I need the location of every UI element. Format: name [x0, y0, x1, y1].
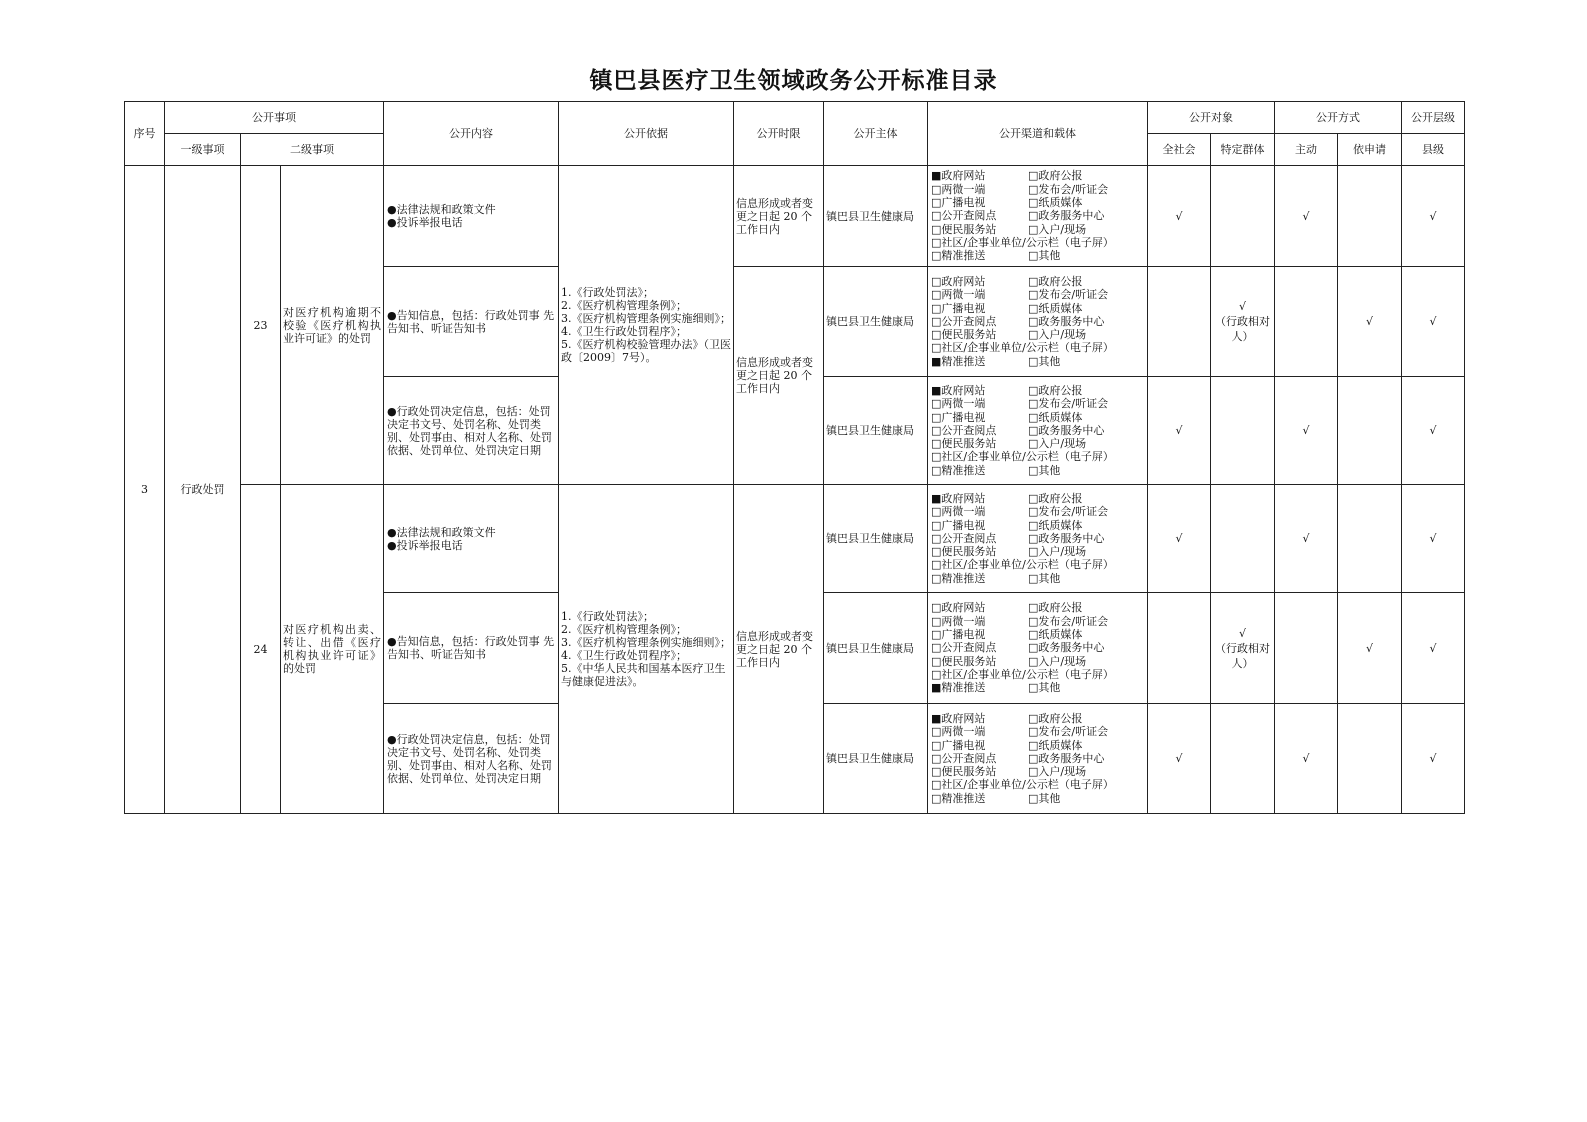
channel-option: □公开查阅点 [931, 209, 997, 223]
row-subject: 镇巴县卫生健康局 [824, 377, 928, 485]
channel-pair [931, 209, 1145, 222]
channel-pair [931, 397, 1145, 410]
basis-line: 4.《卫生行政处罚程序》； [561, 325, 688, 338]
channel-option: □政府网站 [931, 601, 986, 615]
row-basis [559, 166, 734, 485]
method-active-check: √ [1275, 166, 1338, 267]
content-line: ●告知信息，包括：行政处罚事 先告知书、听证告知书 [387, 635, 555, 661]
level-county-check: √ [1402, 377, 1465, 485]
channel-option: □政府公报 [1028, 274, 1083, 288]
level-county-check: √ [1402, 593, 1465, 704]
target-all-check: √ [1148, 704, 1211, 814]
channel-option: □纸质媒体 [1028, 196, 1083, 210]
channel-option: □政府公报 [1028, 491, 1083, 505]
header-time-limit: 公开时限 [734, 102, 824, 166]
row-channels [928, 485, 1148, 593]
content-line: ●法律法规和政策文件 [387, 525, 496, 539]
channel-option: □政府公报 [1028, 711, 1083, 725]
channel-pair [931, 223, 1145, 236]
header-level-county: 县级 [1402, 134, 1465, 166]
channel-pair [931, 249, 1145, 262]
basis-line: 3.《医疗机构管理条例实施细则》； [561, 312, 732, 325]
channel-option: ■政府网站 [931, 491, 986, 505]
channel-option: ■政府网站 [931, 383, 986, 397]
channel-option: □政府公报 [1028, 601, 1083, 615]
channel-pair [931, 492, 1145, 505]
channel-pair [931, 668, 1145, 681]
row-item-num: 23 [241, 166, 281, 485]
basis-line: 3.《医疗机构管理条例实施细则》； [561, 636, 732, 649]
method-request-check [1338, 166, 1402, 267]
channel-pair [931, 196, 1145, 209]
channel-pair [931, 765, 1145, 778]
channel-option: □精准推送 [931, 571, 986, 585]
catalog-table [124, 101, 1465, 814]
channel-option: □发布会/听证会 [1028, 505, 1109, 519]
channel-option: □政务服务中心 [1028, 314, 1105, 328]
header-basis: 公开依据 [559, 102, 734, 166]
channel-option: □政务服务中心 [1028, 641, 1105, 655]
channel-pair [931, 558, 1145, 571]
basis-line: 5.《医疗机构校验管理办法》（卫医政〔2009〕7号）。 [561, 338, 732, 364]
method-request-check [1338, 377, 1402, 485]
channel-pair [931, 739, 1145, 752]
channel-option: □广播电视 [931, 738, 986, 752]
table-row [125, 485, 1465, 593]
channel-pair [931, 355, 1145, 368]
channel-pair [931, 302, 1145, 315]
row-item-num: 24 [241, 485, 281, 814]
row-content [384, 267, 559, 377]
method-request-check [1338, 704, 1402, 814]
channel-option: □便民服务站 [931, 222, 997, 236]
channel-option: □政务服务中心 [1028, 531, 1105, 545]
target-group-check [1211, 593, 1275, 704]
header-target: 公开对象 [1148, 102, 1275, 134]
level-county-check: √ [1402, 166, 1465, 267]
row-channels [928, 593, 1148, 704]
header-item-l1: 一级事项 [165, 134, 241, 166]
row-subject: 镇巴县卫生健康局 [824, 485, 928, 593]
channel-pair [931, 341, 1145, 354]
channel-option: □其他 [1028, 463, 1061, 477]
channel-option: □入户/现场 [1028, 765, 1087, 779]
content-line: ●告知信息，包括：行政处罚事 先告知书、听证告知书 [387, 308, 555, 335]
channel-pair [931, 752, 1145, 765]
level-county-check: √ [1402, 267, 1465, 377]
channel-pair [931, 545, 1145, 558]
channel-option: □社区/企事业单位/公示栏（电子屏） [931, 450, 1114, 464]
row-subject: 镇巴县卫生健康局 [824, 166, 928, 267]
channel-pair [931, 655, 1145, 668]
row-content [384, 485, 559, 593]
channel-option: □两微一端 [931, 288, 986, 302]
channel-pair [931, 384, 1145, 397]
channel-option: □便民服务站 [931, 328, 997, 342]
method-active-check [1275, 267, 1338, 377]
channel-option: □广播电视 [931, 410, 986, 424]
channel-option: □其他 [1028, 571, 1061, 585]
target-group-check [1211, 485, 1275, 593]
channel-pair [931, 505, 1145, 518]
content-line: ●行政处罚决定信息，包括：处罚决定书文号、处罚名称、处罚类别、处罚事由、相对人名称、处罚依据、处罚单位、处罚决定日期 [387, 732, 553, 785]
channel-option: □政府公报 [1028, 169, 1083, 183]
channel-pair [931, 424, 1145, 437]
table-body [125, 166, 1465, 814]
channel-option: □广播电视 [931, 301, 986, 315]
content-line: ●投诉举报电话 [387, 216, 463, 229]
header-subject: 公开主体 [824, 102, 928, 166]
channel-option: □社区/企事业单位/公示栏（电子屏） [931, 667, 1114, 681]
row-subject: 镇巴县卫生健康局 [824, 593, 928, 704]
header-content: 公开内容 [384, 102, 559, 166]
header-seq: 序号 [125, 102, 165, 166]
channel-pair [931, 183, 1145, 196]
channel-option: □社区/企事业单位/公示栏（电子屏） [931, 558, 1114, 572]
target-group-note: （行政相对人） [1215, 641, 1271, 670]
channel-option: □公开查阅点 [931, 314, 997, 328]
header-channel: 公开渠道和载体 [928, 102, 1148, 166]
channel-option: □政务服务中心 [1028, 423, 1105, 437]
channel-option: □入户/现场 [1028, 328, 1087, 342]
basis-line: 2.《医疗机构管理条例》； [561, 299, 688, 312]
channel-pair [931, 411, 1145, 424]
channel-option: □公开查阅点 [931, 531, 997, 545]
row-time-limit: 信息形成或者变更之日起 20 个工作日内 [734, 166, 824, 267]
target-all-check [1148, 267, 1211, 377]
basis-line: 1.《行政处罚法》； [561, 286, 655, 299]
channel-option: □入户/现场 [1028, 545, 1087, 559]
method-request-check [1338, 485, 1402, 593]
header-method-active: 主动 [1275, 134, 1338, 166]
row-content [384, 704, 559, 814]
channel-option: □纸质媒体 [1028, 628, 1083, 642]
channel-option: □政务服务中心 [1028, 209, 1105, 223]
channel-option: □便民服务站 [931, 654, 997, 668]
channel-option: □公开查阅点 [931, 641, 997, 655]
channel-pair [931, 681, 1145, 694]
channel-option: □纸质媒体 [1028, 518, 1083, 532]
channel-option: □公开查阅点 [931, 423, 997, 437]
channel-option: □广播电视 [931, 518, 986, 532]
channel-pair [931, 712, 1145, 725]
row-item-l1: 行政处罚 [165, 166, 241, 814]
target-group-mark: √ [1239, 626, 1247, 640]
channel-pair [931, 275, 1145, 288]
row-channels [928, 166, 1148, 267]
target-group-mark: √ [1239, 300, 1247, 313]
header-method-request: 依申请 [1338, 134, 1402, 166]
target-group-check [1211, 377, 1275, 485]
row-channels [928, 704, 1148, 814]
channel-pair [931, 532, 1145, 545]
channel-option: □其他 [1028, 681, 1061, 695]
row-content [384, 166, 559, 267]
method-active-check: √ [1275, 377, 1338, 485]
channel-option: ■政府网站 [931, 711, 986, 725]
target-group-check [1211, 166, 1275, 267]
content-line: ●投诉举报电话 [387, 538, 463, 552]
channel-option: □发布会/听证会 [1028, 725, 1109, 739]
target-all-check [1148, 593, 1211, 704]
channel-option: □发布会/听证会 [1028, 182, 1109, 196]
header-item-l2: 二级事项 [241, 134, 384, 166]
channel-option: ■精准推送 [931, 681, 986, 695]
header-target-all: 全社会 [1148, 134, 1211, 166]
channel-pair [931, 328, 1145, 341]
channel-pair [931, 615, 1145, 628]
row-seq: 3 [125, 166, 165, 814]
channel-option: □广播电视 [931, 628, 986, 642]
channel-option: □社区/企事业单位/公示栏（电子屏） [931, 341, 1114, 355]
channel-pair [931, 601, 1145, 614]
channel-pair [931, 519, 1145, 532]
row-channels [928, 377, 1148, 485]
channel-option: □入户/现场 [1028, 222, 1087, 236]
row-channels [928, 267, 1148, 377]
row-item-l2: 对医疗机构逾期不校验《医疗机构执业许可证》的处罚 [281, 166, 384, 485]
channel-option: □其他 [1028, 354, 1061, 368]
channel-option: □纸质媒体 [1028, 301, 1083, 315]
level-county-check: √ [1402, 485, 1465, 593]
header-level: 公开层级 [1402, 102, 1465, 134]
channel-pair [931, 641, 1145, 654]
method-request-check: √ [1338, 593, 1402, 704]
channel-option: □两微一端 [931, 397, 986, 411]
channel-option: □两微一端 [931, 505, 986, 519]
channel-pair [931, 169, 1145, 182]
channel-pair [931, 792, 1145, 805]
channel-pair [931, 236, 1145, 249]
channel-option: ■精准推送 [931, 354, 986, 368]
channel-option: □精准推送 [931, 791, 986, 805]
header-target-group: 特定群体 [1211, 134, 1275, 166]
channel-option: □社区/企事业单位/公示栏（电子屏） [931, 235, 1114, 249]
row-content [384, 593, 559, 704]
method-active-check: √ [1275, 485, 1338, 593]
table-row [125, 166, 1465, 267]
row-content [384, 377, 559, 485]
channel-pair [931, 315, 1145, 328]
method-active-check: √ [1275, 704, 1338, 814]
row-time-limit: 信息形成或者变更之日起 20 个工作日内 [734, 267, 824, 485]
channel-option: □广播电视 [931, 196, 986, 210]
header-method: 公开方式 [1275, 102, 1402, 134]
row-subject: 镇巴县卫生健康局 [824, 704, 928, 814]
channel-option: □两微一端 [931, 725, 986, 739]
channel-pair [931, 437, 1145, 450]
channel-option: □两微一端 [931, 182, 986, 196]
channel-option: □政府公报 [1028, 383, 1083, 397]
target-all-check: √ [1148, 166, 1211, 267]
target-group-check [1211, 704, 1275, 814]
channel-pair [931, 464, 1145, 477]
page-title: 镇巴县医疗卫生领域政务公开标准目录 [589, 67, 998, 94]
basis-line: 2.《医疗机构管理条例》； [561, 623, 688, 636]
channel-option: □便民服务站 [931, 765, 997, 779]
channel-option: □公开查阅点 [931, 751, 997, 765]
channel-option: □政府网站 [931, 274, 986, 288]
basis-line: 4.《卫生行政处罚程序》； [561, 649, 688, 662]
method-request-check: √ [1338, 267, 1402, 377]
content-line: ●行政处罚决定信息，包括：处罚决定书文号、处罚名称、处罚类别、处罚事由、相对人名称、处罚依据、处罚单位、处罚决定日期 [387, 404, 553, 457]
channel-pair [931, 572, 1145, 585]
channel-option: □精准推送 [931, 463, 986, 477]
channel-pair [931, 778, 1145, 791]
level-county-check: √ [1402, 704, 1465, 814]
channel-option: □精准推送 [931, 249, 986, 263]
channel-option: □发布会/听证会 [1028, 397, 1109, 411]
header-item: 公开事项 [165, 102, 384, 134]
channel-option: □入户/现场 [1028, 437, 1087, 451]
target-all-check: √ [1148, 377, 1211, 485]
channel-option: □便民服务站 [931, 437, 997, 451]
channel-option: □其他 [1028, 249, 1061, 263]
target-group-note: （行政相对人） [1215, 315, 1271, 343]
row-time-limit: 信息形成或者变更之日起 20 个工作日内 [734, 485, 824, 814]
channel-option: □便民服务站 [931, 545, 997, 559]
channel-option: □入户/现场 [1028, 654, 1087, 668]
channel-option: □政务服务中心 [1028, 751, 1105, 765]
channel-option: □纸质媒体 [1028, 410, 1083, 424]
target-group-check [1211, 267, 1275, 377]
row-subject: 镇巴县卫生健康局 [824, 267, 928, 377]
content-line: ●法律法规和政策文件 [387, 203, 496, 216]
channel-pair [931, 450, 1145, 463]
channel-pair [931, 725, 1145, 738]
channel-option: □发布会/听证会 [1028, 288, 1109, 302]
channel-pair [931, 288, 1145, 301]
channel-option: □纸质媒体 [1028, 738, 1083, 752]
channel-option: □其他 [1028, 791, 1061, 805]
row-basis [559, 485, 734, 814]
basis-line: 5.《中华人民共和国基本医疗卫生与健康促进法》。 [561, 662, 726, 688]
basis-line: 1.《行政处罚法》； [561, 610, 655, 623]
channel-option: ■政府网站 [931, 169, 986, 183]
channel-pair [931, 628, 1145, 641]
channel-option: □社区/企事业单位/公示栏（电子屏） [931, 778, 1114, 792]
channel-option: □发布会/听证会 [1028, 614, 1109, 628]
method-active-check [1275, 593, 1338, 704]
target-all-check: √ [1148, 485, 1211, 593]
channel-option: □两微一端 [931, 614, 986, 628]
row-item-l2: 对医疗机构出卖、转让、出借《医疗机构执业许可证》 的处罚 [281, 485, 384, 814]
